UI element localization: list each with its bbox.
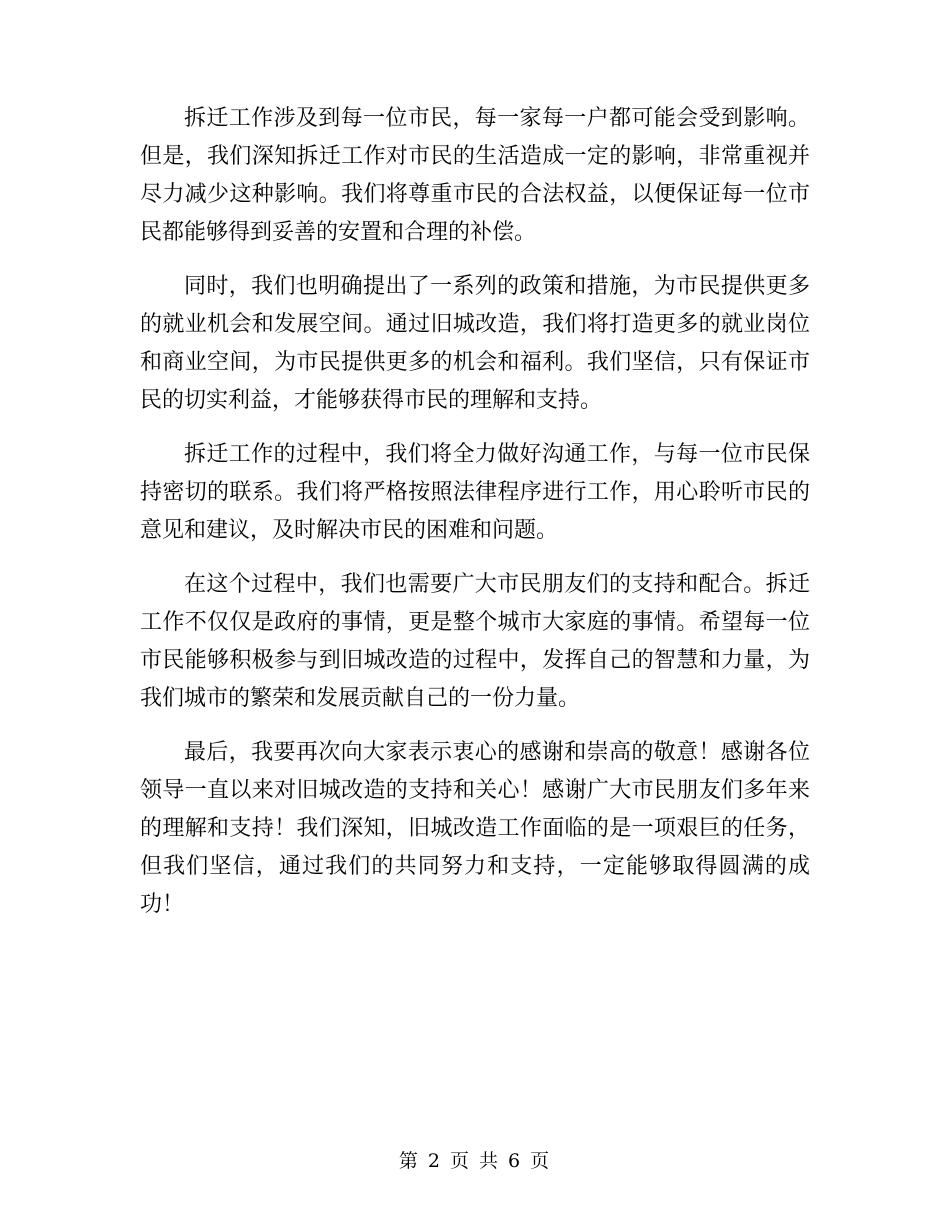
- paragraph: 拆迁工作涉及到每一位市民，每一家每一户都可能会受到影响。但是，我们深知拆迁工作对市民的生活造成一定的影响，非常重视并尽力减少这种影响。我们将尊重市民的合法权益，以便保证每一位市民都能够得到妥善的安置和合理的补偿。: [140, 106, 810, 245]
- paragraph: 拆迁工作的过程中，我们将全力做好沟通工作，与每一位市民保持密切的联系。我们将严格按照法律程序进行工作，用心聆听市民的意见和建议，及时解决市民的困难和问题。: [140, 442, 810, 543]
- paragraph: 最后，我要再次向大家表示衷心的感谢和崇高的敬意！感谢各位领导一直以来对旧城改造的支持和关心！感谢广大市民朋友们多年来的理解和支持！我们深知，旧城改造工作面临的是一项艰巨的任务，但我们坚信，通过我们的共同努力和支持，一定能够取得圆满的成功！: [140, 740, 810, 917]
- document-body: [140, 100, 810, 940]
- paragraph: 在这个过程中，我们也需要广大市民朋友们的支持和配合。拆迁工作不仅仅是政府的事情，更是整个城市大家庭的事情。希望每一位市民能够积极参与到旧城改造的过程中，发挥自己的智慧和力量，为我们城市的繁荣和发展贡献自己的一份力量。: [140, 572, 810, 711]
- page-number-footer: 第 2 页 共 6 页: [398, 1150, 552, 1172]
- paragraph: 同时，我们也明确提出了一系列的政策和措施，为市民提供更多的就业机会和发展空间。通过旧城改造，我们将打造更多的就业岗位和商业空间，为市民提供更多的机会和福利。我们坚信，只有保证市民的切实利益，才能够获得市民的理解和支持。: [140, 274, 810, 413]
